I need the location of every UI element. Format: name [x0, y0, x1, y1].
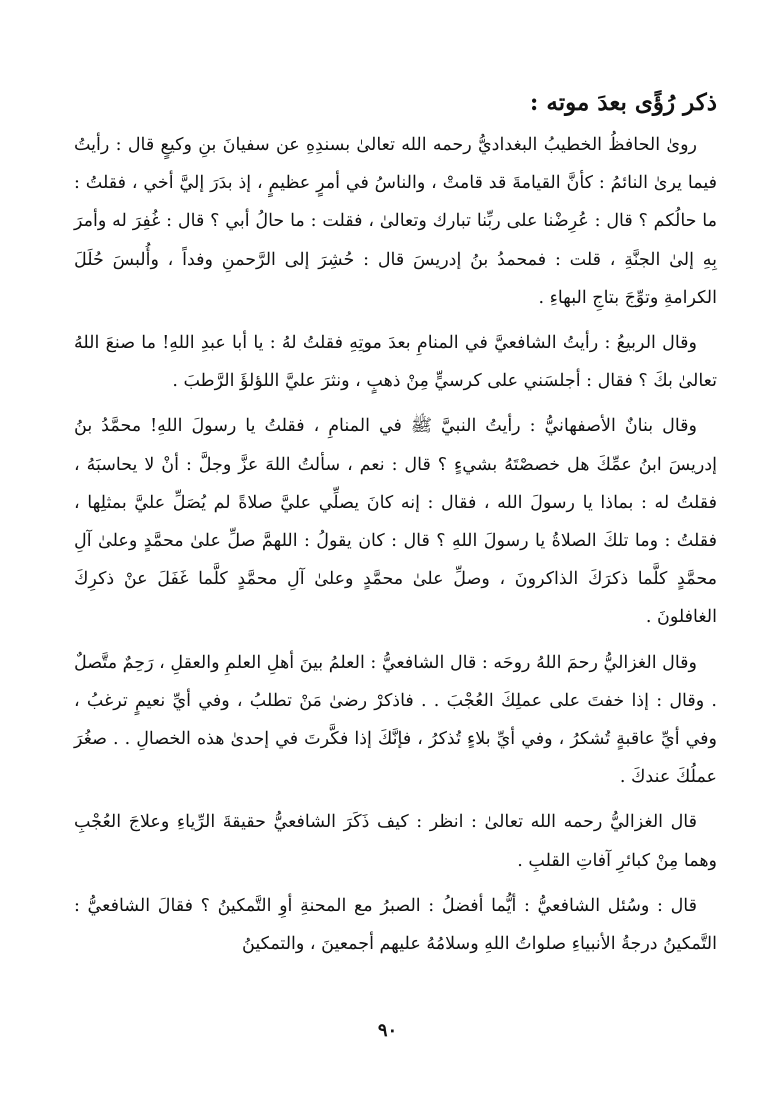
section-heading: ذكر رُؤًى بعدَ موته : [529, 89, 717, 116]
page-number: ٩٠ [377, 1020, 398, 1041]
paragraph-ghazali-quote: وقال الغزاليُّ رحمَ اللهُ روحَه : قال الشافعيُّ : العلمُ بينَ أهلِ العلمِ والعقلِ ، رَحِمٌ متَّصلٌ . وقال : إذا خفتَ على عملِكَ العُجْبَ . . فاذكرْ رضىٰ مَنْ تطلبُ ، وفي أيِّ نعيمٍ ترغبُ ، وفي أيِّ عاقبةٍ تُشكرُ ، وفي أيِّ بلاءٍ تُذكرُ ، فإنَّكَ إذا فكَّرتَ في إحدىٰ هذه الخصالِ . . صغُرَ عملُكَ عندكَ . [74, 652, 717, 788]
paragraph-khatib-narration: روىٰ الحافظُ الخطيبُ البغداديُّ رحمه الله تعالىٰ بسندِهِ عن سفيانَ بنِ وكيعٍ قال : رأيتُ فيما يرىٰ النائمُ : كأنَّ القيامةَ قد قامتْ ، والناسُ في أمرٍ عظيمٍ ، إذ بدَرَ إليَّ أخي ، فقلتُ : ما حالُكم ؟ قال : عُرِضْنا على ربِّنا تبارك وتعالىٰ ، فقلت : ما حالُ أبي ؟ قال : غُفِرَ له وأمرَ بِهِ إلىٰ الجنَّةِ ، قلت : فمحمدُ بنُ إدريسَ قال : حُشِرَ إلى الرَّحمنِ وفداً ، وأُلبسَ حُلَلَ الكرامةِ وتوِّجَ بتاجِ البهاءِ . [74, 135, 717, 308]
page-body [74, 88, 717, 970]
paragraph-patience-question: قال : وسُئل الشافعيُّ : أيُّما أفضلُ : الصبرُ مع المحنةِ أوِ التَّمكينُ ؟ فقالَ الشافعيُّ : التَّمكينُ درجةُ الأنبياءِ صلواتُ اللهِ وسلامُهُ عليهم أجمعينَ ، والتمكينُ [74, 895, 717, 955]
paragraph-ghazali-comment: قال الغزاليُّ رحمه الله تعالىٰ : انظر : كيف ذَكَرَ الشافعيُّ حقيقةَ الرِّياءِ وعلاجَ العُجْبِ وهما مِنْ كبائرِ آفاتِ القلبِ . [74, 812, 717, 871]
paragraph-rabi-dream: وقال الربيعُ : رأيتُ الشافعيَّ في المنامِ بعدَ موتِهِ فقلتُ لهُ : يا أبا عبدِ اللهِ! ما صنعَ اللهُ تعالىٰ بكَ ؟ فقال : أجلسَني على كرسيٍّ مِنْ ذهبٍ ، ونثرَ عليَّ اللؤلؤَ الرَّطبَ . [74, 333, 717, 392]
paragraph-bunan-dream: وقال بنانٌ الأصفهانيُّ : رأيتُ النبيَّ ﷺ في المنامِ ، فقلتُ يا رسولَ اللهِ! محمَّدُ بنُ إدريسَ ابنُ عمِّكَ هل خصصْتَهُ بشيءٍ ؟ قال : نعم ، سألتُ اللهَ عزَّ وجلَّ : أنْ لا يحاسبَهُ ، فقلتُ له : بماذا يا رسولَ الله ، فقال : إنه كانَ يصلِّي عليَّ صلاةً لم يُصَلِّ عليَّ بمثلِها ، فقلتُ : وما تلكَ الصلاةُ يا رسولَ اللهِ ؟ قال : كان يقولُ : اللهمَّ صلِّ علىٰ محمَّدٍ وعلىٰ آلِ محمَّدٍ كلَّما ذكرَكَ الذاكرونَ ، وصلِّ علىٰ محمَّدٍ وعلىٰ آلِ محمَّدٍ كلَّما غَفَلَ عنْ ذكرِكَ الغافلونَ . [74, 416, 717, 628]
